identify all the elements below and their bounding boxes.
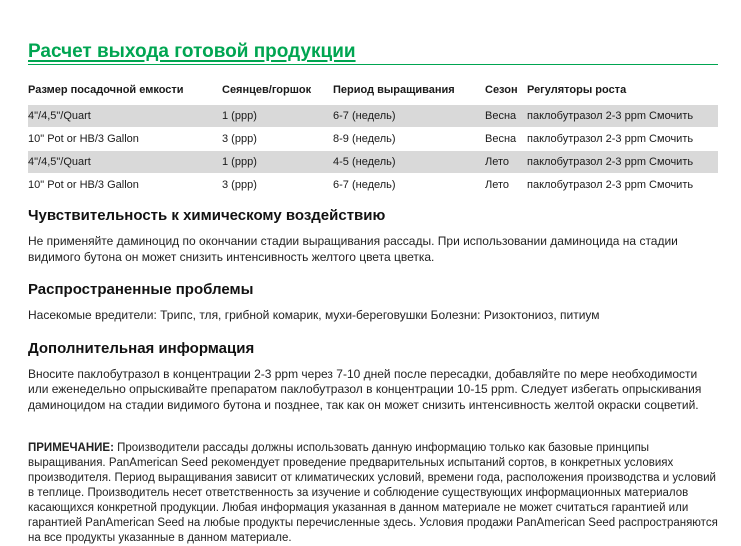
cell-season: Весна: [485, 110, 517, 122]
cell-regulators: паклобутразол 2-3 ppm Смочить: [527, 133, 694, 145]
cell-container-size: 10" Pot or HB/3 Gallon: [28, 133, 139, 145]
table-row: [28, 128, 718, 151]
page-title: [28, 42, 718, 65]
section-chemical-sensitivity: [28, 207, 718, 265]
disclaimer-note: [28, 441, 718, 546]
section-common-problems: [28, 281, 718, 324]
cell-seedlings: 3 (ppp): [222, 179, 257, 191]
cell-seedlings: 1 (ppp): [222, 156, 257, 168]
disclaimer-note-label: ПРИМЕЧАНИЕ:: [28, 442, 114, 454]
col-header-container-size: Размер посадочной емкости: [28, 84, 184, 96]
cell-season: Лето: [485, 179, 510, 191]
disclaimer-note-text: Производители рассады должны использовать данную информацию только как базовые принципы выращивания. PanAmerican Seed рекомендует проведение предварительных испытаний сортов, в конкретных условиях производителя. Период выращивания зависит от климатических условий, времени года, расположения производства и условий в теплице. Производитель несет ответственность за изучение и соблюдение существующих информационных материалов касающихся конкретной продукции. Любая информация указанная в данном материале не может считаться гарантией или гарантией PanAmerican Seed на любые продукты перечисленные здесь. Условия продажи PanAmerican Seed распространяются на все продукты указанные в данном материале.: [28, 442, 718, 544]
table-header-row: [28, 84, 718, 105]
table-row: [28, 105, 718, 128]
table-row: [28, 151, 718, 174]
cell-container-size: 4"/4,5"/Quart: [28, 156, 91, 168]
cell-period: 6-7 (недель): [333, 110, 396, 122]
cell-regulators: паклобутразол 2-3 ppm Смочить: [527, 110, 694, 122]
section-heading: Чувствительность к химическому воздействию: [28, 207, 386, 224]
section-additional-info: [28, 340, 718, 414]
col-header-seedlings-per-pot: Сеянцев/горшок: [222, 84, 312, 96]
production-output-table: [28, 84, 718, 197]
cell-seedlings: 1 (ppp): [222, 110, 257, 122]
cell-container-size: 10" Pot or HB/3 Gallon: [28, 179, 139, 191]
cell-season: Лето: [485, 156, 510, 168]
cell-season: Весна: [485, 133, 517, 145]
col-header-growing-period: Период выращивания: [333, 84, 455, 96]
section-heading: Распространенные проблемы: [28, 281, 254, 298]
section-body: Не применяйте даминоцид по окончании стадии выращивания рассады. При использовании даминоцида на стадии видимого бутона он может снизить интенсивность желтого цвета цветка.: [28, 234, 678, 264]
col-header-season: Сезон: [485, 84, 518, 96]
cell-regulators: паклобутразол 2-3 ppm Смочить: [527, 179, 694, 191]
col-header-growth-regulators: Регуляторы роста: [527, 84, 627, 96]
cell-regulators: паклобутразол 2-3 ppm Смочить: [527, 156, 694, 168]
cell-seedlings: 3 (ppp): [222, 133, 257, 145]
section-heading: Дополнительная информация: [28, 339, 255, 357]
page-title-text: Расчет выхода готовой продукции: [28, 41, 356, 62]
cell-period: 6-7 (недель): [333, 179, 396, 191]
cell-period: 4-5 (недель): [333, 156, 396, 168]
section-body: Насекомые вредители: Трипс, тля, грибной комарик, мухи-береговушки Болезни: Ризоктониоз, питиум: [28, 308, 600, 322]
cell-period: 8-9 (недель): [333, 133, 396, 145]
cell-container-size: 4"/4,5"/Quart: [28, 110, 91, 122]
table-row: [28, 174, 718, 197]
section-body: Вносите паклобутразол в концентрации 2-3 ppm через 7-10 дней после пересадки, добавляйте по мере необходимости или еженедельно опрыскивайте препаратом паклобутразол в концентрации 10-15 ppm. Следует избегать опрыскивания даминоцидом на стадии видимого бутона и позднее, так как он может снизить интенсивность желтой окраски соцветий.: [28, 366, 702, 412]
